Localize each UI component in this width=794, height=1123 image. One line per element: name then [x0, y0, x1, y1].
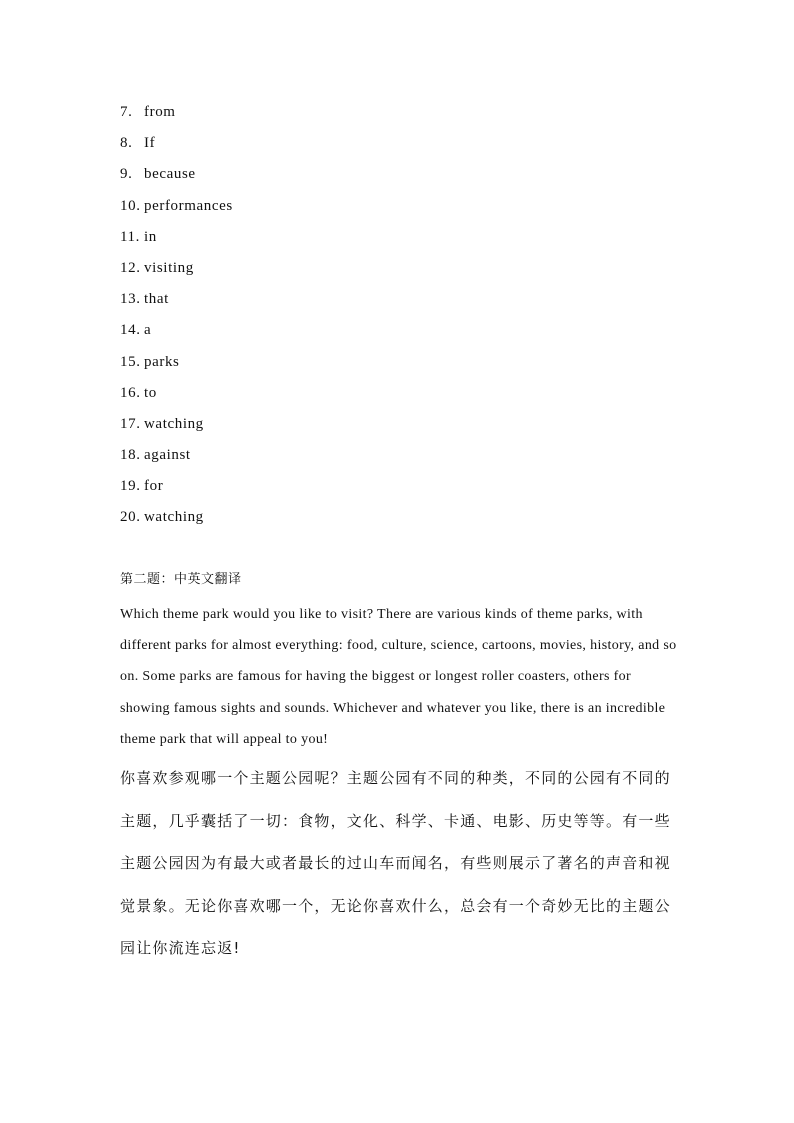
answer-item — [120, 131, 233, 162]
answer-item — [120, 256, 233, 287]
answer-number: 18. — [120, 447, 141, 464]
answer-number: 9. — [120, 166, 133, 183]
answer-item — [120, 350, 233, 381]
chinese-paragraph: 你喜欢参观哪一个主题公园呢？主题公园有不同的种类，不同的公园有不同的主题，几乎囊括了一切：食物，文化、科学、卡通、电影、历史等等。有一些主题公园因为有最大或者最长的过山车而闻名，有些则展示了著名的声音和视觉景象。无论你喜欢哪一个，无论你喜欢什么，总会有一个奇妙无比的主题公园让你流连忘返! — [120, 769, 671, 957]
answer-word: visiting — [144, 259, 194, 276]
answer-word: against — [144, 447, 191, 464]
answer-item — [120, 412, 233, 443]
english-paragraph: Which theme park would you like to visit? There are various kinds of theme parks, with different parks for almost everything: food, culture, science, cartoons, movies, history, and so on. Some parks are famous for having the biggest or longest roller coasters, others for showing famous sights and sounds. Whichever and whatever you like, there is an incredible theme park that will appeal to you! — [120, 607, 677, 747]
answer-number: 19. — [120, 478, 141, 495]
answer-item — [120, 287, 233, 318]
answer-number: 12. — [120, 259, 141, 276]
answer-number: 14. — [120, 322, 141, 339]
answer-item — [120, 381, 233, 412]
answer-number: 15. — [120, 353, 141, 370]
answer-word: because — [144, 166, 196, 183]
answer-item — [120, 505, 233, 536]
answer-item — [120, 162, 233, 193]
answer-word: watching — [144, 509, 204, 526]
answer-word: for — [144, 478, 164, 495]
answer-number: 7. — [120, 104, 133, 120]
answer-word: performances — [144, 197, 233, 214]
answer-word: watching — [144, 415, 204, 432]
answer-list — [120, 100, 233, 537]
answer-item — [120, 225, 233, 256]
answer-number: 16. — [120, 384, 141, 401]
section-title: 第二题：中英文翻译 — [120, 572, 242, 587]
answer-word: to — [144, 384, 157, 401]
answer-item — [120, 100, 233, 131]
answer-item — [120, 318, 233, 349]
answer-item — [120, 194, 233, 225]
answer-number: 8. — [120, 135, 133, 152]
answer-word: from — [144, 104, 176, 120]
answer-number: 17. — [120, 415, 141, 432]
answer-number: 20. — [120, 509, 141, 526]
answer-number: 10. — [120, 197, 141, 214]
answer-number: 13. — [120, 291, 141, 308]
answer-word: that — [144, 291, 169, 308]
answer-item — [120, 443, 233, 474]
answer-word: parks — [144, 353, 180, 370]
answer-word: a — [144, 322, 152, 339]
answer-word: in — [144, 228, 157, 245]
answer-word: If — [144, 135, 156, 152]
answer-item — [120, 474, 233, 505]
answer-number: 11. — [120, 228, 140, 245]
